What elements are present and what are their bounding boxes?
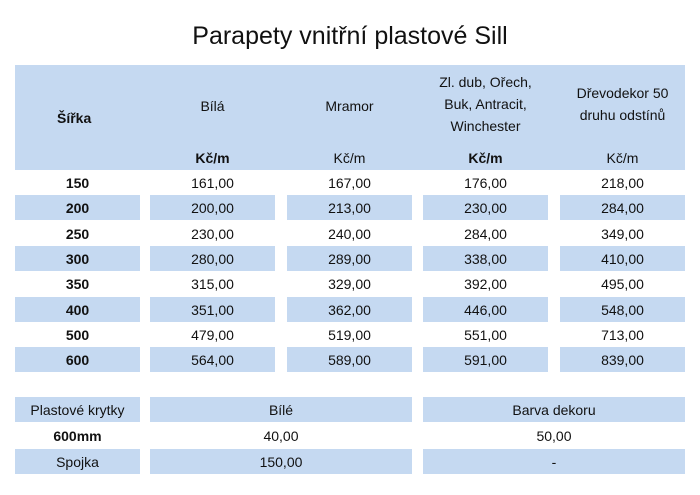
row-width: 400 [15,297,140,322]
column-header-bila: Bílá [200,98,225,114]
caps-size-decor: 50,00 [536,427,572,444]
price-cell: 289,00 [287,246,412,271]
row-width: 600 [15,347,140,372]
price-cell: 161,00 [191,174,234,191]
caps-header-decor: Barva dekoru [423,397,685,422]
price-cell: 284,00 [464,225,507,242]
price-cell: 551,00 [464,326,507,343]
price-cell: 589,00 [287,347,412,372]
page-title: Parapety vnitřní plastové Sill [192,22,508,50]
width-header: Šířka [57,109,92,126]
unit-label: Kč/m [606,150,639,166]
price-cell: 519,00 [328,326,371,343]
row-width: 500 [65,326,90,343]
unit-label: Kč/m [468,150,503,166]
row-width: 200 [15,195,140,220]
price-cell: 284,00 [560,195,685,220]
caps-label: Plastové krytky [15,397,140,422]
price-cell: 338,00 [423,246,548,271]
price-cell: 351,00 [150,297,275,322]
price-cell: 410,00 [560,246,685,271]
caps-size-label: 600mm [53,427,102,444]
row-width: 300 [15,246,140,271]
price-cell: 392,00 [464,275,507,292]
price-cell: 564,00 [150,347,275,372]
price-cell: 280,00 [150,246,275,271]
price-cell: 479,00 [191,326,234,343]
row-width: 250 [65,225,90,242]
price-cell: 713,00 [601,326,644,343]
caps-size-white: 40,00 [263,427,299,444]
column-header-wood-line: Zl. dub, Ořech, [439,74,532,90]
joint-decor: - [423,449,685,474]
price-cell: 349,00 [601,225,644,242]
price-cell: 167,00 [328,174,371,191]
price-cell: 446,00 [423,297,548,322]
price-cell: 230,00 [423,195,548,220]
price-cell: 495,00 [601,275,644,292]
price-cell: 240,00 [328,225,371,242]
column-header-decor [560,82,685,126]
column-header-wood-line: Buk, Antracit, [444,96,527,112]
price-cell: 200,00 [150,195,275,220]
price-cell: 218,00 [601,174,644,191]
price-cell: 213,00 [287,195,412,220]
column-header-mramor: Mramor [325,98,374,114]
price-cell: 315,00 [191,275,234,292]
unit-label: Kč/m [333,150,366,166]
unit-label: Kč/m [195,150,230,166]
column-header-wood [423,71,548,137]
price-cell: 329,00 [328,275,371,292]
joint-label: Spojka [15,449,140,474]
column-header-decor-line: druhu odstínů [579,107,666,123]
column-header-wood-line: Winchester [450,118,521,134]
price-cell: 230,00 [191,225,234,242]
price-cell: 591,00 [423,347,548,372]
joint-white: 150,00 [150,449,412,474]
price-cell: 362,00 [287,297,412,322]
price-cell: 839,00 [560,347,685,372]
row-width: 350 [65,275,90,292]
price-cell: 548,00 [560,297,685,322]
column-header-decor-line: Dřevodekor 50 [576,85,669,101]
caps-header-white: Bílé [150,397,412,422]
row-width: 150 [65,174,90,191]
price-cell: 176,00 [464,174,507,191]
